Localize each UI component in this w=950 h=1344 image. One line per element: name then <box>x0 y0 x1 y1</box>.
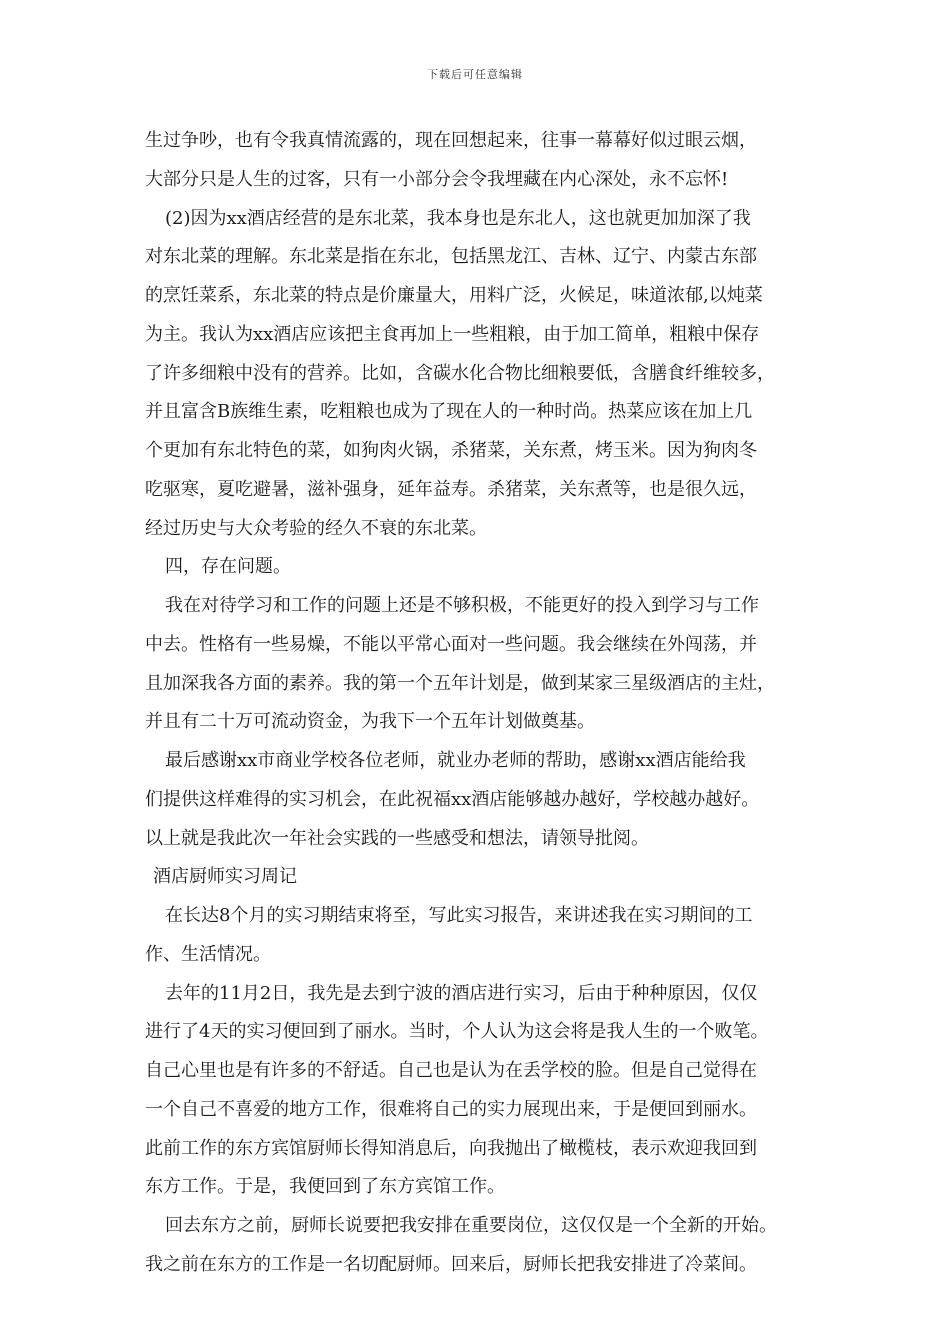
text-line: 在长达8个月的实习期结束将至，写此实习报告，来讲述我在实习期间的工 <box>165 905 753 926</box>
document-body <box>145 122 810 1285</box>
text-line: 我在对待学习和工作的问题上还是不够积极，不能更好的投入到学习与工作 <box>165 595 759 616</box>
text-line: 最后感谢xx市商业学校各位老师，就业办老师的帮助，感谢xx酒店能给我 <box>165 750 746 771</box>
text-line: 去年的11月2日，我先是去到宁波的酒店进行实习，后由于种种原因，仅仅 <box>165 982 758 1004</box>
text-line: 为主。我认为xx酒店应该把主食再加上一些粗粮，由于加工简单，粗粮中保存 <box>145 323 760 345</box>
text-line: 了许多细粮中没有的营养。比如，含碳水化合物比细粮要低，含膳食纤维较多， <box>145 362 775 384</box>
text-line: 生过争吵，也有令我真情流露的，现在回想起来，往事一幕幕好似过眼云烟， <box>145 130 757 151</box>
text-line: 中去。性格有一些易燥，不能以平常心面对一些问题。我会继续在外闯荡，并 <box>145 633 757 655</box>
text-line: 东方工作。于是，我便回到了东方宾馆工作。 <box>145 1176 505 1198</box>
text-line: 回去东方之前，厨师长说要把我安排在重要岗位，这仅仅是一个全新的开始。 <box>165 1215 777 1236</box>
text-line: 此前工作的东方宾馆厨师长得知消息后，向我抛出了橄榄枝，表示欢迎我回到 <box>145 1137 757 1159</box>
text-line: 并且有二十万可流动资金，为我下一个五年计划做奠基。 <box>145 711 595 733</box>
text-line: 一个自己不喜爱的地方工作，很难将自己的实力展现出来，于是便回到丽水。 <box>145 1098 757 1120</box>
text-line: 吃驱寒，夏吃避暑，滋补强身，延年益寿。杀猪菜，关东煮等，也是很久远， <box>145 478 757 500</box>
text-line: 酒店厨师实习周记 <box>153 866 297 888</box>
text-line: 自己心里也是有许多的不舒适。自己也是认为在丢学校的脸。但是自己觉得在 <box>145 1060 757 1081</box>
text-line: 们提供这样难得的实习机会，在此祝福xx酒店能够越办越好，学校越办越好。 <box>145 788 760 810</box>
text-line: 大部分只是人生的过客，只有一小部分会令我埋藏在内心深处，永不忘怀! <box>145 168 729 190</box>
text-line: 的烹饪菜系，东北菜的特点是价廉量大，用料广泛，火候足，味道浓郁,以炖菜 <box>145 285 763 306</box>
text-line: 以上就是我此次一年社会实践的一些感受和想法，请领导批阅。 <box>145 827 649 849</box>
text-line: 个更加有东北特色的菜，如狗肉火锅，杀猪菜，关东煮，烤玉米。因为狗肉冬 <box>145 440 757 461</box>
text-line: 并且富含B族维生素，吃粗粮也成为了现在人的一种时尚。热菜应该在加上几 <box>145 401 753 423</box>
text-line: 经过历史与大众考验的经久不衰的东北菜。 <box>145 517 487 539</box>
page-header: 下载后可任意编辑 <box>427 68 523 81</box>
text-line: 进行了4天的实习便回到了丽水。当时，个人认为这会将是我人生的一个败笔。 <box>145 1021 769 1043</box>
text-line: (2)因为xx酒店经营的是东北菜，我本身也是东北人，这也就更加加深了我 <box>165 207 751 229</box>
text-line: 作、生活情况。 <box>145 943 271 965</box>
text-line: 且加深我各方面的素养。我的第一个五年计划是，做到某家三星级酒店的主灶， <box>145 672 775 694</box>
text-line: 我之前在东方的工作是一名切配厨师。回来后，厨师长把我安排进了冷菜间。 <box>145 1253 757 1275</box>
text-line: 对东北菜的理解。东北菜是指在东北，包括黑龙江、吉林、辽宁、内蒙古东部 <box>145 246 757 268</box>
text-line: 四，存在问题。 <box>165 556 291 578</box>
